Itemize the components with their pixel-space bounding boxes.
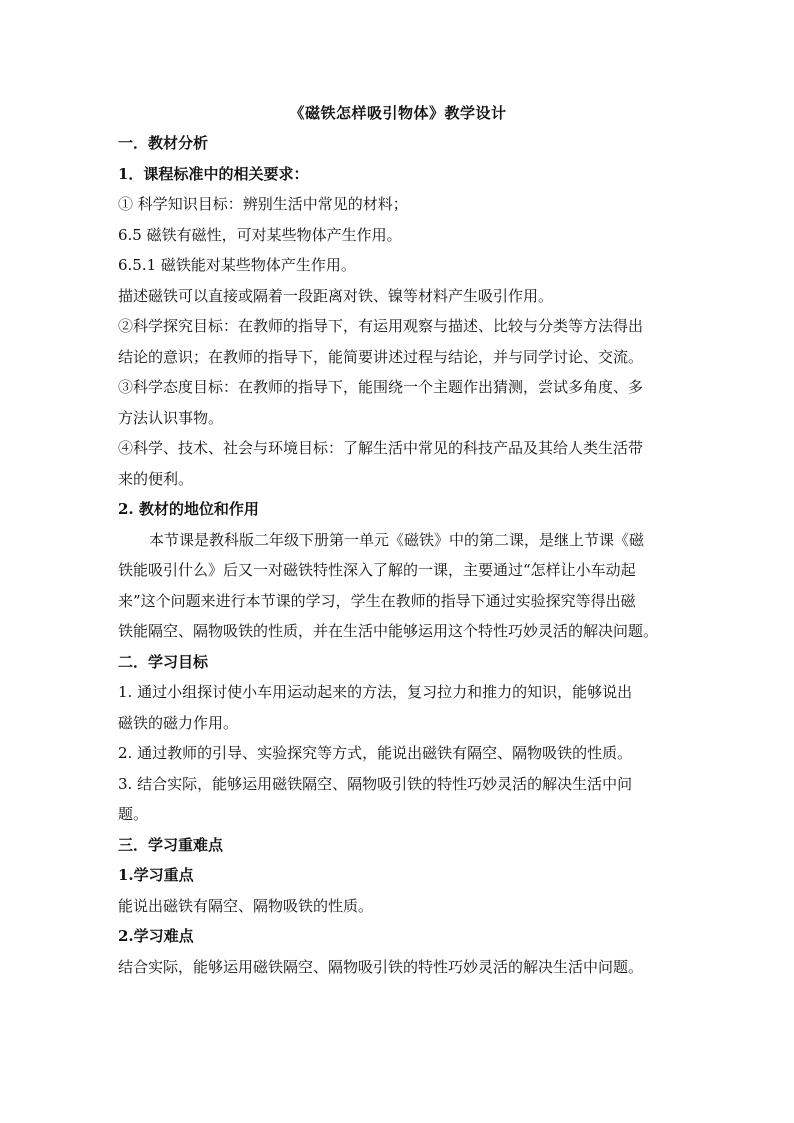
section-heading-learning-goals: 二．学习目标 xyxy=(118,652,209,671)
paragraph-line: 结合实际，能够运用磁铁隔空、隔物吸引铁的特性巧妙灵活的解决生活中问题。 xyxy=(118,957,644,976)
paragraph-line: 能说出磁铁有隔空、隔物吸铁的性质。 xyxy=(118,896,374,915)
document-page xyxy=(118,98,678,982)
paragraph-line: ③科学态度目标：在教师的指导下，能围绕一个主题作出猜测，尝试多角度、多 xyxy=(118,378,644,396)
paragraph-line: 描述磁铁可以直接或隔着一段距离对铁、镍等材料产生吸引作用。 xyxy=(118,286,554,305)
paragraph-line: ① 科学知识目标：辨别生活中常见的材料； xyxy=(118,195,408,213)
paragraph-line: 6.5.1 磁铁能对某些物体产生作用。 xyxy=(118,256,356,274)
paragraph-line: 3. 结合实际，能够运用磁铁隔空、隔物吸引铁的特性巧妙灵活的解决生活中问 xyxy=(118,774,633,793)
paragraph-line: ②科学探究目标：在教师的指导下，有运用观察与描述、比较与分类等方法得出 xyxy=(118,317,644,335)
subheading-textbook-role: 2. 教材的地位和作用 xyxy=(118,500,259,518)
subheading-difficult-points: 2.学习难点 xyxy=(118,927,194,945)
paragraph-line: 来”这个问题来进行本节课的学习，学生在教师的指导下通过实验探究等得出磁 xyxy=(118,591,636,610)
paragraph-line: 2. 通过教师的引导、实验探究等方式，能说出磁铁有隔空、隔物吸铁的性质。 xyxy=(118,744,633,762)
paragraph-line: 方法认识事物。 xyxy=(118,408,224,427)
section-heading-textbook-analysis: 一．教材分析 xyxy=(118,134,209,152)
paragraph-line: 来的便利。 xyxy=(118,469,194,488)
paragraph-line: 题。 xyxy=(118,805,149,823)
paragraph-line: 铁能吸引什么》后又一对磁铁特性深入了解的一课，主要通过“怎样让小车动起 xyxy=(118,561,636,579)
paragraph-line: 磁铁的磁力作用。 xyxy=(118,713,239,732)
paragraph-line: 6.5 磁铁有磁性，可对某些物体产生作用。 xyxy=(118,225,402,244)
paragraph-line: 结论的意识；在教师的指导下，能简要讲述过程与结论，并与同学讨论、交流。 xyxy=(118,347,644,366)
paragraph-line: 1. 通过小组探讨使小车用运动起来的方法，复习拉力和推力的知识，能够说出 xyxy=(118,683,633,701)
section-heading-key-difficult-points: 三．学习重难点 xyxy=(118,835,224,854)
paragraph-line: ④科学、技术、社会与环境目标：了解生活中常见的科技产品及其给人类生活带 xyxy=(118,439,644,457)
paragraph-line: 本节课是教科版二年级下册第一单元《磁铁》中的第二课，是继上节课《磁 xyxy=(149,530,645,549)
subheading-curriculum-requirements: 1．课程标准中的相关要求： xyxy=(118,164,309,183)
paragraph-line: 铁能隔空、隔物吸铁的性质，并在生活中能够运用这个特性巧妙灵活的解决问题。 xyxy=(118,622,659,640)
document-title: 《磁铁怎样吸引物体》教学设计 xyxy=(289,104,507,122)
subheading-key-points: 1.学习重点 xyxy=(118,866,194,884)
